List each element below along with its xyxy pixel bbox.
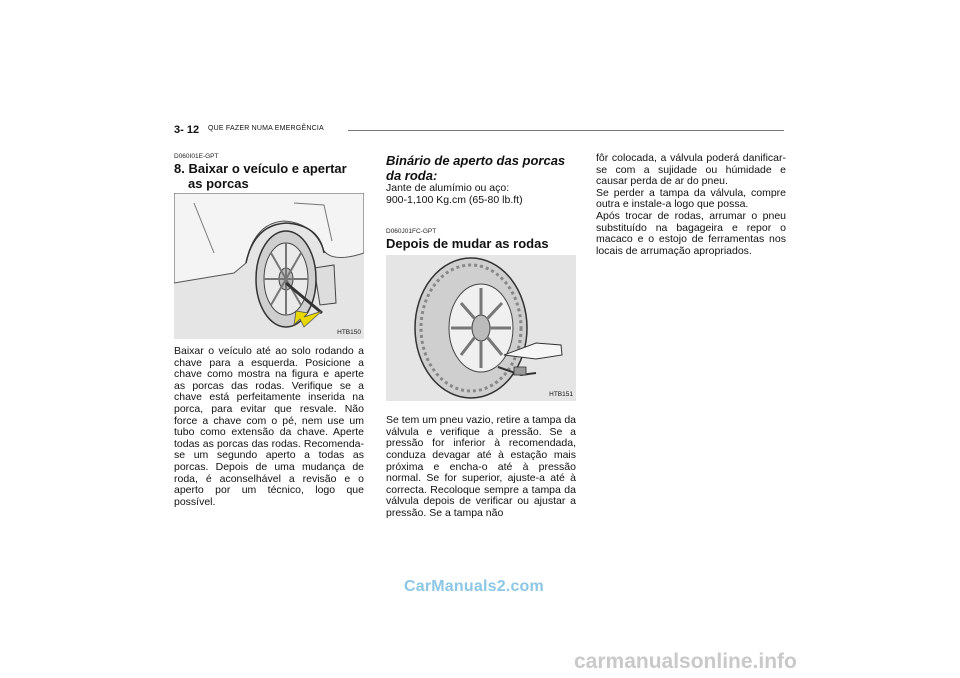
- body-paragraph: Se tem um pneu vazio, retire a tampa da válvula e verifique a pressão. Se a pressão for inferior à recomendada, conduza devagar até à estação mais próxima e encha-o até à pressão normal. Se for superior, ajuste-a até à correcta. Recoloque sempre a tampa da válvula depois de verificar ou ajustar a pressão. Se a tampa não: [386, 414, 576, 519]
- column-2: [386, 153, 576, 520]
- torque-line-2: 900-1,100 Kg.cm (65-80 lb.ft): [386, 193, 523, 206]
- body-paragraph-2: Se perder a tampa da válvula, compre outra e instale-a logo que possa.: [596, 186, 786, 211]
- section-code: D060I01E-GPT: [174, 153, 219, 160]
- lowering-vehicle-figure: [174, 193, 364, 339]
- section-heading: Depois de mudar as rodas: [386, 236, 549, 252]
- section-title: QUE FAZER NUMA EMERGÊNCIA: [208, 125, 324, 132]
- figure-label: HTB150: [337, 329, 361, 336]
- body-paragraph-3: Após trocar de rodas, arrumar o pneu substituído na bagageira e repor o macaco e o estojo de ferramentas nos locais de arrumação apropriados.: [596, 209, 786, 257]
- column-1: [174, 153, 364, 508]
- page-number: 3- 12: [174, 124, 200, 136]
- section-code: D060J01FC-GPT: [386, 228, 437, 236]
- header-rule: [348, 130, 784, 131]
- torque-heading: Binário de aperto das porcas da roda:: [386, 153, 566, 183]
- figure-label: HTB151: [549, 391, 573, 399]
- tyre-pressure-figure: [386, 255, 576, 401]
- body-paragraph-1: fôr colocada, a válvula poderá danificar-se com a sujidade ou húmidade e causar perda de ar do pneu.: [596, 152, 786, 188]
- torque-line-1: Jante de alumímio ou aço:: [386, 182, 510, 194]
- tyre-pressure-illustration: [386, 255, 576, 401]
- column-3: [596, 153, 786, 257]
- watermark-carmanualsonline[interactable]: carmanualsonline.info: [574, 650, 797, 673]
- lowering-vehicle-illustration: [174, 193, 364, 339]
- watermark-carmanuals2[interactable]: CarManuals2.com: [404, 578, 544, 595]
- section-heading: 8. Baixar o veículo e apertar as porcas: [174, 161, 347, 191]
- body-paragraph: Baixar o veículo até ao solo rodando a chave para a esquerda. Posicione a chave como mostra na figura e aperte as porcas das rodas. Verifique se a chave está perfeitamente inserida na porca, para evitar que resvale. Não force a chave com o pé, nem use um tubo como extensão da chave. Aperte todas as porcas das rodas. Recomenda-se um segundo aperto a todas as porcas. Depois de uma mudança de roda, é aconselhável a revisão e o aperto por um técnico, logo que possível.: [174, 345, 364, 508]
